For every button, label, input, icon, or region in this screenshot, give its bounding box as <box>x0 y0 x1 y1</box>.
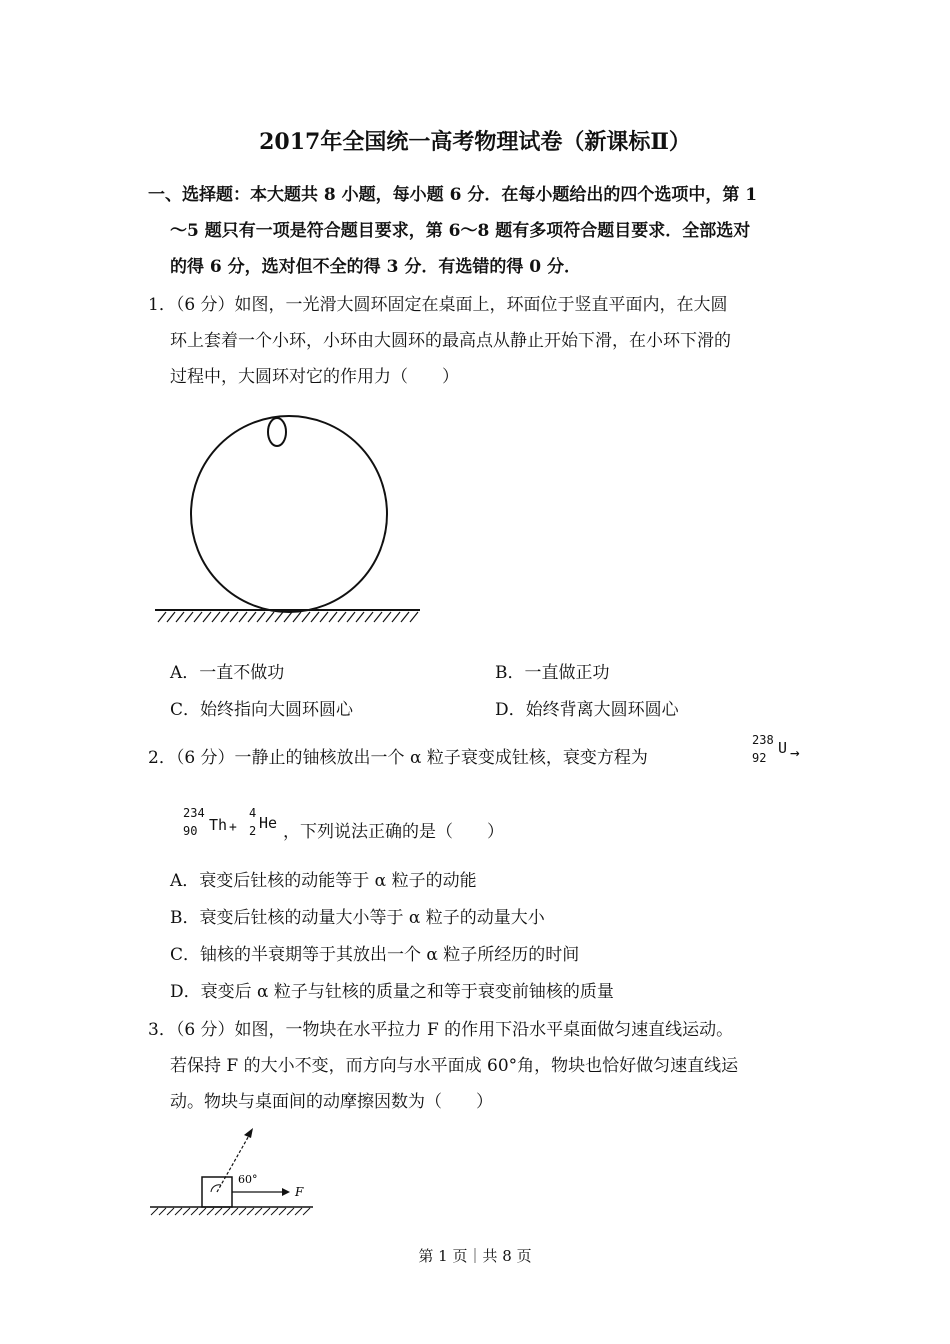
helium-symbol: He <box>259 814 278 832</box>
uranium-mass-number: 238 <box>752 733 774 747</box>
thorium-symbol: Th <box>209 816 228 834</box>
q1-stem-line-3: 过程中，大圆环对它的作用力（ ） <box>170 367 459 387</box>
q2-stem-line-2: ，下列说法正确的是（ ） <box>283 822 504 842</box>
tilted-force-arrowhead <box>244 1128 253 1138</box>
q3-block-figure <box>145 1118 320 1218</box>
plus-sign: + <box>229 820 237 835</box>
q2-option-d: D．衰变后 α 粒子与钍核的质量之和等于衰变前铀核的质量 <box>170 982 614 1002</box>
uranium-charge-number: 92 <box>752 751 767 765</box>
thorium-mass-number: 234 <box>183 806 205 820</box>
q1-option-d: D．始终背离大圆环圆心 <box>495 700 679 720</box>
uranium-nuclide <box>752 733 812 769</box>
force-label: F <box>295 1185 304 1199</box>
section-heading-line-2: ～5 题只有一项是符合题目要求，第 6～8 题有多项符合题目要求．全部选对 <box>170 221 751 241</box>
q1-option-a: A．一直不做功 <box>170 663 285 683</box>
q1-option-c: C．始终指向大圆环圆心 <box>170 700 354 720</box>
large-ring <box>191 416 387 612</box>
q3-stem-line-3: 动。物块与桌面间的动摩擦因数为（ ） <box>170 1092 493 1112</box>
q2-option-c: C．铀核的半衰期等于其放出一个 α 粒子所经历的时间 <box>170 945 580 965</box>
q2-option-b: B．衰变后钍核的动量大小等于 α 粒子的动量大小 <box>170 908 545 928</box>
uranium-symbol: U <box>778 739 788 757</box>
q3-stem-line-2: 若保持 F 的大小不变，而方向与水平面成 60°角，物块也恰好做匀速直线运 <box>170 1056 739 1076</box>
q2-option-a: A．衰变后钍核的动能等于 α 粒子的动能 <box>170 871 477 891</box>
q1-option-b: B．一直做正功 <box>495 663 610 683</box>
page-title: 2017年全国统一高考物理试卷（新课标Ⅱ） <box>259 129 691 155</box>
horizontal-force-arrowhead <box>282 1188 290 1196</box>
section-heading-line-3: 的得 6 分，选对但不全的得 3 分．有选错的得 0 分． <box>170 257 581 277</box>
helium-mass-number: 4 <box>249 806 257 820</box>
q1-stem-line-2: 环上套着一个小环，小环由大圆环的最高点从静止开始下滑，在小环下滑的 <box>170 331 731 351</box>
page-footer: 第 1 页｜共 8 页 <box>418 1247 532 1265</box>
helium-charge-number: 2 <box>249 824 257 838</box>
small-ring <box>268 418 286 446</box>
thorium-charge-number: 90 <box>183 824 198 838</box>
angle-arc <box>211 1185 221 1192</box>
q1-ring-figure <box>150 410 430 630</box>
decay-arrow: → <box>790 743 800 762</box>
q2-stem-line-1: 2．（6 分）一静止的铀核放出一个 α 粒子衰变成钍核，衰变方程为 <box>148 748 648 768</box>
section-heading-line-1: 一、选择题：本大题共 8 小题，每小题 6 分．在每小题给出的四个选项中，第 1 <box>148 185 758 205</box>
q1-stem-line-1: 1．（6 分）如图，一光滑大圆环固定在桌面上，环面位于竖直平面内，在大圆 <box>148 295 728 315</box>
decay-products <box>183 806 293 846</box>
angle-label: 60° <box>238 1173 258 1186</box>
q3-stem-line-1: 3．（6 分）如图，一物块在水平拉力 F 的作用下沿水平桌面做匀速直线运动。 <box>148 1020 734 1040</box>
q3-table-surface <box>150 1207 313 1215</box>
